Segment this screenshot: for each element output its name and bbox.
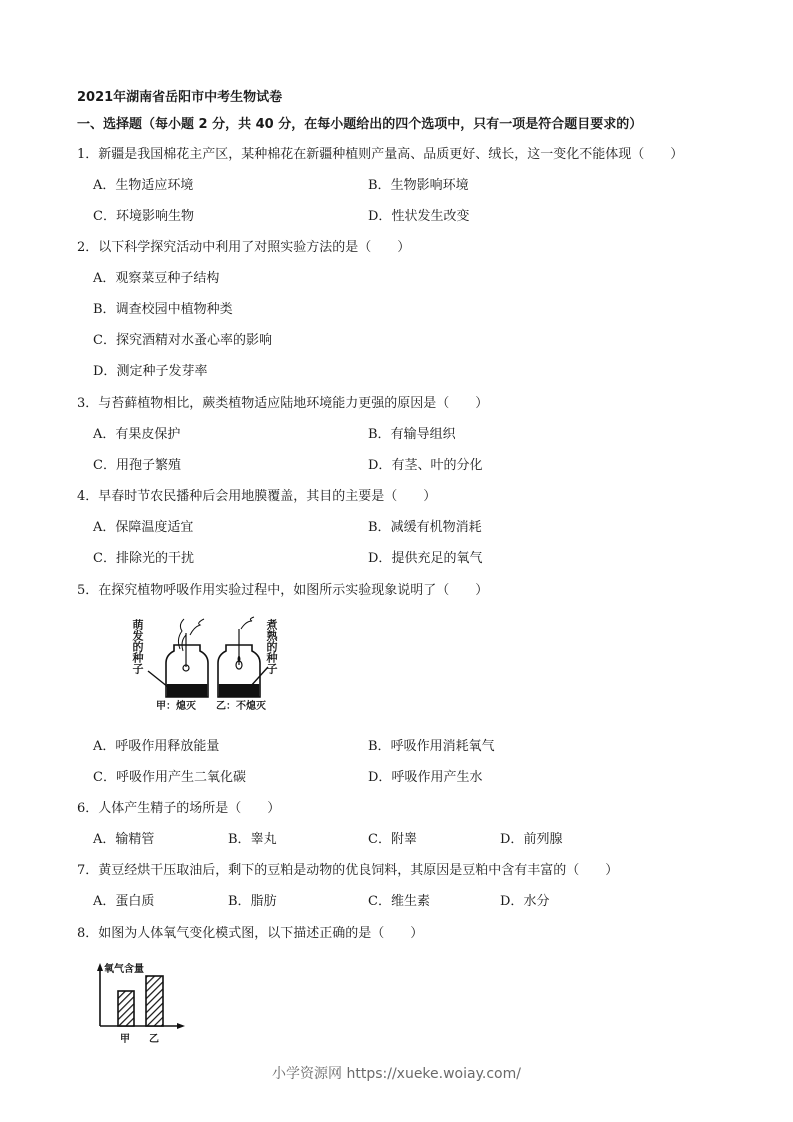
question-4 — [77, 489, 436, 505]
question-stem: 黄豆经烘干压取油后，剩下的豆粕是动物的优良饲料，其原因是豆粕中含有丰富的（ ） — [98, 863, 619, 878]
question-number: 2． — [77, 240, 99, 255]
section-heading: 一、选择题（每小题 2 分，共 40 分，在每小题给出的四个选项中，只有一项是符合题目要求的） — [77, 117, 643, 132]
option-3b: B．有输导组织 — [368, 427, 456, 442]
chart-category-yi: 乙 — [149, 1034, 159, 1045]
option-2a: A．观察菜豆种子结构 — [93, 271, 220, 286]
question-stem: 人体产生精子的场所是（ ） — [98, 801, 281, 816]
option-7d: D．水分 — [500, 894, 550, 909]
option-6b: B．睾丸 — [228, 832, 277, 847]
question-3 — [77, 396, 488, 412]
option-3c: C．用孢子繁殖 — [93, 458, 181, 473]
question-number: 8． — [77, 926, 99, 941]
option-5a: A．呼吸作用释放能量 — [93, 739, 220, 754]
question-5 — [77, 583, 488, 599]
option-1d: D．性状发生改变 — [368, 209, 470, 224]
option-4b: B．减缓有机物消耗 — [368, 520, 482, 535]
document-title: 2021年湖南省岳阳市中考生物试卷 — [77, 90, 283, 105]
option-2d: D．测定种子发芽率 — [93, 364, 208, 379]
question-7 — [77, 863, 618, 879]
question-stem: 在探究植物呼吸作用实验过程中，如图所示实验现象说明了（ ） — [98, 583, 489, 598]
option-4c: C．排除光的干扰 — [93, 551, 194, 566]
option-1c: C．环境影响生物 — [93, 209, 194, 224]
option-7a: A．蛋白质 — [93, 894, 155, 909]
oxygen-bar-chart — [92, 960, 192, 1046]
question-stem: 与苔藓植物相比，蕨类植物适应陆地环境能力更强的原因是（ ） — [98, 396, 489, 411]
question-stem: 早春时节农民播种后会用地膜覆盖，其目的主要是（ ） — [98, 489, 437, 504]
option-7b: B．脂肪 — [228, 894, 277, 909]
option-6c: C．附睾 — [368, 832, 417, 847]
option-6a: A．输精管 — [93, 832, 155, 847]
option-5c: C．呼吸作用产生二氧化碳 — [93, 770, 246, 785]
chart-ylabel: 氧气含量 — [104, 964, 144, 975]
option-1b: B．生物影响环境 — [368, 178, 469, 193]
question-number: 5． — [77, 583, 99, 598]
question-1 — [77, 147, 683, 163]
question-number: 1． — [77, 147, 99, 162]
option-3a: A．有果皮保护 — [93, 427, 181, 442]
question-stem: 以下科学探究活动中利用了对照实验方法的是（ ） — [98, 240, 411, 255]
question-2 — [77, 240, 410, 256]
option-6d: D．前列腺 — [500, 832, 563, 847]
question-stem: 如图为人体氧气变化模式图，以下描述正确的是（ ） — [98, 926, 424, 941]
question-8 — [77, 926, 423, 942]
option-2b: B．调查校园中植物种类 — [93, 302, 233, 317]
option-5b: B．呼吸作用消耗氧气 — [368, 739, 495, 754]
question-6 — [77, 801, 280, 817]
option-7c: C．维生素 — [368, 894, 430, 909]
question-number: 4． — [77, 489, 99, 504]
option-1a: A．生物适应环境 — [93, 178, 194, 193]
option-4d: D．提供充足的氧气 — [368, 551, 483, 566]
question-stem: 新疆是我国棉花主产区，某种棉花在新疆种植则产量高、品质更好、绒长，这一变化不能体现（ ） — [98, 147, 684, 162]
question-number: 6． — [77, 801, 99, 816]
jar-a-caption: 甲：熄灭 — [156, 701, 196, 712]
cooked-seeds-label: 煮熟的种子 — [265, 619, 278, 674]
chart-category-jia: 甲 — [120, 1034, 130, 1045]
option-3d: D．有茎、叶的分化 — [368, 458, 483, 473]
option-5d: D．呼吸作用产生水 — [368, 770, 483, 785]
option-4a: A．保障温度适宜 — [93, 520, 194, 535]
option-2c: C．探究酒精对水蚤心率的影响 — [93, 333, 272, 348]
question-number: 3． — [77, 396, 99, 411]
germinating-seeds-label: 萌发的种子 — [131, 619, 144, 674]
jar-b-caption: 乙：不熄灭 — [216, 701, 266, 712]
question-number: 7． — [77, 863, 99, 878]
footer-watermark: 小学资源网 https://xueke.woiay.com/ — [272, 1066, 521, 1082]
seed-respiration-figure — [128, 615, 280, 711]
